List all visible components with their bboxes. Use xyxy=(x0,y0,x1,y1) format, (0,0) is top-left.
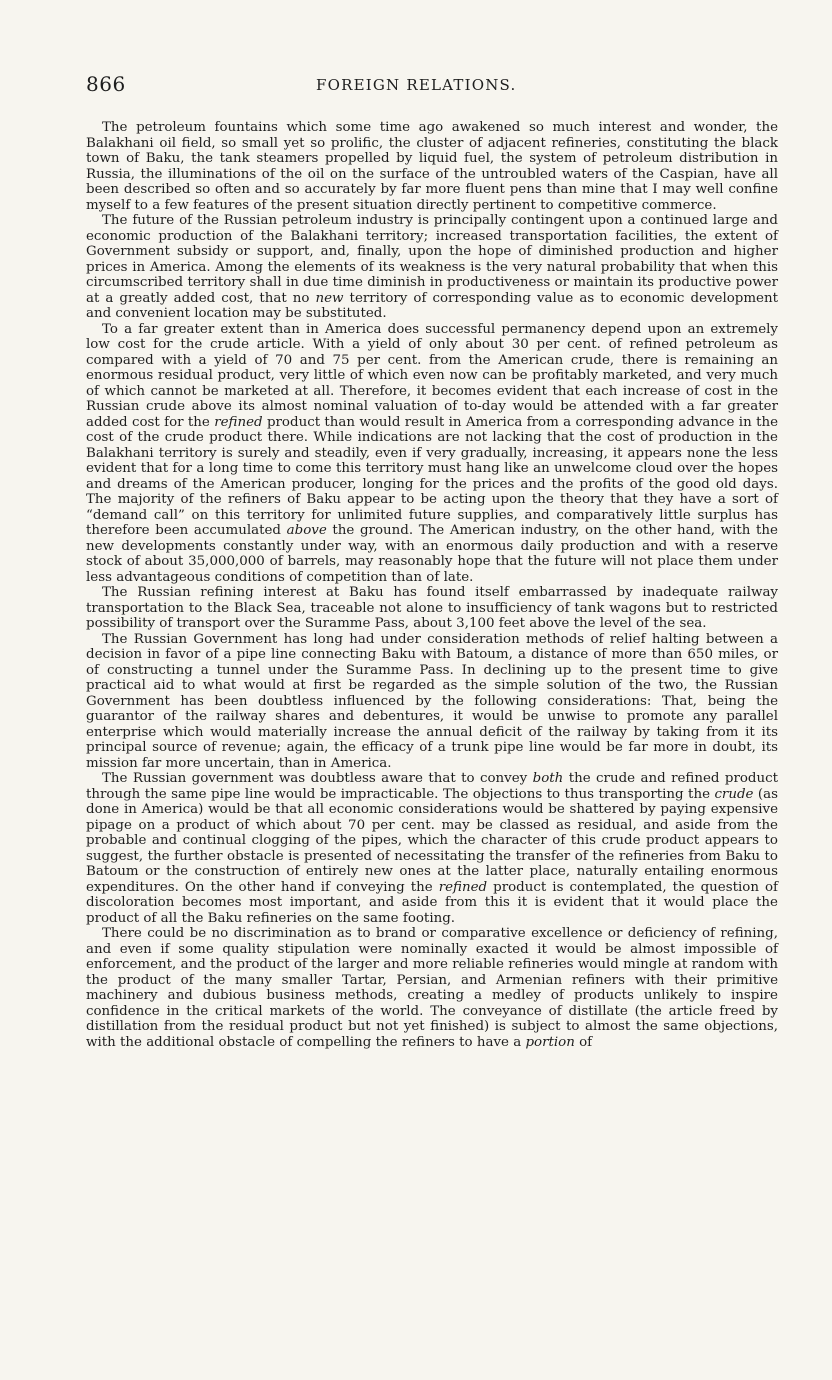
text-run: product is contemplated, the question of discoloration becomes most important, and aside from this it is evident that it would place the product of all the Baku refineries on the same footing. xyxy=(86,879,778,926)
text-run: the crude and refined product through the same pipe line would be impracticable. The objections to thus transporting the xyxy=(86,771,778,802)
running-header xyxy=(86,72,780,102)
paragraph xyxy=(86,213,778,322)
paragraph xyxy=(86,926,778,1050)
text-run: territory of corresponding value as to economic development and convenient location may be substituted. xyxy=(86,290,778,321)
text-run: (as done in America) would be that all economic considerations would be shattered by paying expensive pipage on a product of which about 70 per cent. may be classed as residual, and aside from the probable and continual clogging of the pipes, which the character of this crude product appears to suggest, the further obstacle is presented of necessitating the transfer of the refineries from Baku to Batoum or the construction of entirely new ones at the latter place, naturally entailing enormous expenditures. On the other hand if conveying the xyxy=(86,786,778,895)
italic-text: new xyxy=(315,290,344,306)
text-run: The Russian refining interest at Baku has found itself embarrassed by inadequate railway transportation to the Black Sea, traceable not alone to insufficiency of tank wagons but to restricted possibility of transport over the Suramme Pass, about 3,100 feet above the level of the sea. xyxy=(86,585,778,631)
paragraph xyxy=(86,632,778,772)
text-run: product than would result in America from a corresponding advance in the cost of the crude product there. While indications are not lacking that the cost of production in the Balakhani territory is surely and steadily, even if very gradually, increasing, it appears none the less evident that for a long time to come this territory must hang like an unwelcome cloud over the hopes and dreams of the American producer, longing for the prices and the profits of the good old days. The majority of the refiners of Baku appear to be acting upon the theory that they have a sort of “demand call” on this territory for unlimited future supplies, and comparatively little surplus has therefore been accumulated xyxy=(86,414,778,538)
italic-text: crude xyxy=(714,786,754,802)
italic-text: portion xyxy=(525,1034,575,1050)
text-run: The future of the Russian petroleum industry is principally contingent upon a continued large and economic production of the Balakhani territory; increased transportation facilities, the extent of Government subsidy or support, and, finally, upon the hope of diminished production and higher prices in America. Among the elements of its weakness is the very natural probability that when this circumscribed territory shall in due time diminish in productiveness or maintain its productive power at a greatly added cost, that no xyxy=(86,213,778,306)
italic-text: refined xyxy=(438,879,488,895)
text-run: To a far greater extent than in America does successful permanency depend upon an extremely low cost for the crude article. With a yield of only about 30 per cent. of refined petroleum as compared with a yield of 70 and 75 per cent. from the American crude, there is remaining an enormous residual product, very little of which even now can be profitably marketed, and very much of which cannot be marketed at all. Therefore, it becomes evident that each increase of cost in the Russian crude above its almost nominal valuation of to-day would be attended with a far greater added cost for the xyxy=(86,321,778,430)
italic-text: above xyxy=(286,523,327,538)
paragraph xyxy=(86,322,778,586)
italic-text: both xyxy=(532,771,564,786)
paragraph xyxy=(86,120,778,213)
text-run: There could be no discrimination as to brand or comparative excellence or deficiency of refining, and even if some quality stipulation were nominally exacted it would be almost impossible of enforcement, and the product of the larger and more reliable refineries would mingle at random with the product of the many smaller Tartar, Persian, and Armenian refiners with their primitive machinery and dubious business methods, creating a medley of products unlikely to inspire confidence in the critical markets of the world. The conveyance of distillate (the article freed by distillation from the residual product but not yet finished) is subject to almost the same objections, with the additional obstacle of compelling the refiners to have a xyxy=(86,926,778,1050)
text-run: the ground. The American industry, on the other hand, with the new developments constantly under way, with an enormous daily production and with a reserve stock of about 35,000,000 of barrels, may reasonably hope that the future will not place them under less advantageous conditions of competition than of late. xyxy=(86,523,778,585)
text-run: The Russian Government has long had under consideration methods of relief halting between a decision in favor of a pipe line connecting Baku with Batoum, a distance of more than 650 miles, or of constructing a tunnel under the Suramme Pass. In declining up to the present time to give practical aid to what would at first be regarded as the simple solution of the two, the Russian Government has been doubtless influenced by the following considerations: That, being the guarantor of the railway shares and debentures, it would be unwise to promote any parallel enterprise which would materially increase the annual deficit of the railway by taking from it its principal source of revenue; again, the efficacy of a trunk pipe line would be far more in doubt, its mission far more uncertain, than in America. xyxy=(86,631,778,771)
italic-text: refined xyxy=(214,414,263,430)
text-run: of xyxy=(574,1034,593,1050)
paragraph xyxy=(86,771,778,926)
body-text xyxy=(86,120,778,1050)
text-run: The petroleum fountains which some time ago awakened so much interest and wonder, the Balakhani oil field, so small yet so prolific, the cluster of adjacent refineries, constituting the black town of Baku, the tank steamers propelled by liquid fuel, the system of petroleum distribution in Russia, the illuminations of the oil on the surface of the untroubled waters of the Caspian, have all been described so often and so accurately by far more fluent pens than mine that I may well confine myself to a few features of the present situation directly pertinent to competitive commerce. xyxy=(86,120,778,213)
text-run: The Russian government was doubtless aware that to convey xyxy=(102,771,533,786)
page-number: 866 xyxy=(86,72,126,96)
running-title: FOREIGN RELATIONS. xyxy=(316,76,517,94)
paragraph xyxy=(86,585,778,632)
